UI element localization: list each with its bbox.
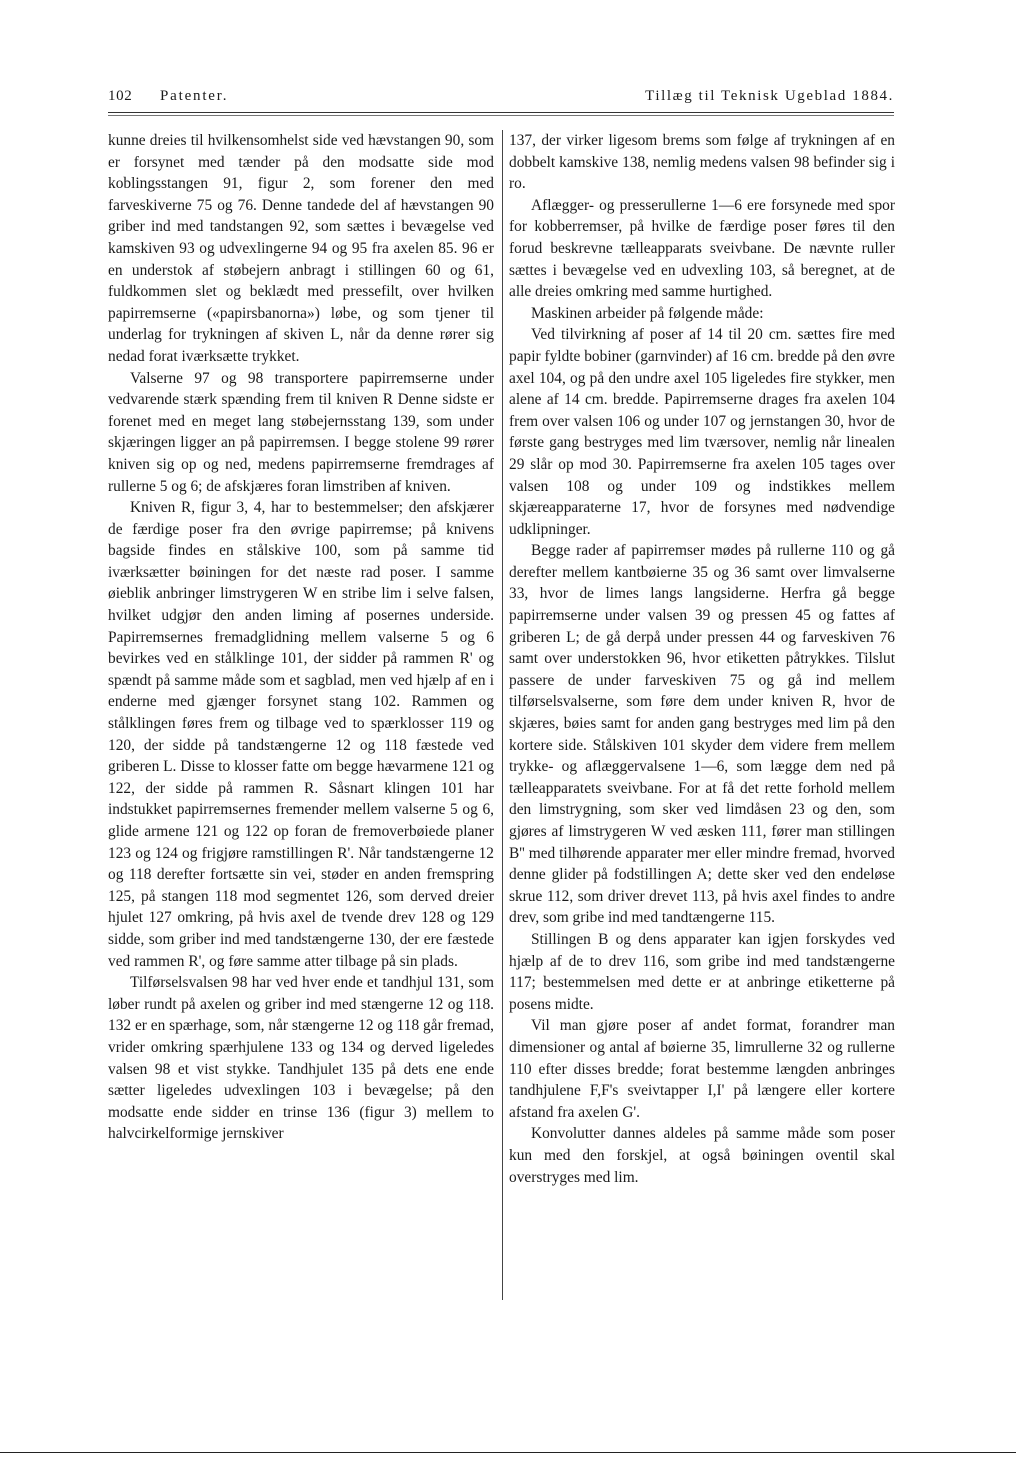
section-title: Patenter.: [160, 88, 229, 104]
header-rule-secondary: [108, 115, 894, 116]
paragraph: Begge rader af papirremser mødes på rullerne 110 og gå derefter mellem kantbøierne 35 og 36 samt over limvalserne 33, hvor de limes langs langsiderne. Herfra gå begge papirremserne under valsen 39 og pressen 45 og fattes af griberen L; de gå derpå under pressen 44 og farveskiven 76 samt over understokken 96, hvor etiketten påtrykkes. Tilslut passere de under farveskiven 75 og gå ind mellem tilførselsvalserne, som føre dem under kniven R, hvor de skjæres, bøies samt for anden gang bestryges med lim på den kortere side. Stålskiven 101 skyder dem videre frem mellem trykke- og aflæggervalsene 1—6, som lægge dem ned på tælleapparatets sveivbane. For at få det rette forhold mellem den limstrygning, som sker ved limdåsen 23 og den, som gjøres af limstrygeren W ved æsken 111, fører man stillingen B'' med tilhørende apparater mer eller mindre fremad, hvorved denne glider på fodstillingen A; dette sker ved den endeløse skrue 112, som driver drevet 113, på hvis axel findes to andre drev, som gribe ind med tandtængerne 115.: [509, 542, 895, 927]
header-rule: [108, 112, 894, 113]
page-number: 102: [108, 88, 133, 104]
paragraph: Kniven R, figur 3, 4, har to bestemmelser; den afskjærer de færdige poser fra den øvrige papirremse; på knivens bagside findes en stålskive 100, som på samme tid iværksætter bøiningen for det næste rad poser. I samme øieblik anbringer limstrygeren W en stribe lim i selve falsen, hvilket udgjør den anden liming af posernes underside. Papirremsernes fremadglidning mellem valserne 5 og 6 bevirkes ved en stålklinge 101, der sidder på rammen R' og spændt på samme måde som et sagblad, men ved hjælp af en i enderne med gjænger forsynet stang 102. Rammen og stålklingen føres frem og tilbage ved to spærklosser 119 og 120, der sidde på tandstængerne 12 og 118 fæstede ved griberen L. Disse to klosser fatte om begge hævarmene 121 og 122, der sidde på rammen R. Såsnart klingen 101 har indstukket papirremsernes fremender mellem valserne 5 og 6, glide armene 121 og 122 op foran de fremoverbøiede planer 123 og 124 og frigjøre ramstillingen R'. Når tandstængerne 12 og 118 derefter fortsætte sin vei, støder en anden fremspring 125, på stangen 118 mod segmentet 126, som derved dreier hjulet 127 omkring, på hvis axel de tvende drev 128 og 129 sidde, som griber ind med tandstængerne 130, der ere fæstede ved rammen R', og føre samme atter tilbage på sin plads.: [108, 499, 494, 970]
paragraph: Konvolutter dannes aldeles på samme måde som poser kun med den forskjel, at også bøiningen oventil skal overstryges med lim.: [509, 1125, 895, 1186]
paragraph: Ved tilvirkning af poser af 14 til 20 cm. sættes fire med papir fyldte bobiner (garnvinder) af 16 cm. bredde på den øvre axel 104, og på den undre axel 105 ligeledes fire stykker, men alene af 14 cm. bredde. Papirremserne drages fra axelen 104 frem over valsen 106 og under 107 og jernstangen 30, hvor de første gang bestryges med lim tværsover, nemlig når linealen 29 slår op mod 30. Papirremserne fra axelen 105 tages over valsen 108 og under 109 og indstikkes mellem skjæreapparaterne 17, hvor de forsynes med nødvendige udklipninger.: [509, 326, 895, 538]
column-divider: [502, 130, 503, 1300]
left-column: [108, 130, 494, 1145]
running-header: [108, 88, 894, 112]
paragraph: Vil man gjøre poser af andet format, forandrer man dimensioner og antal af bøierne 35, limrullerne 32 og rullerne 110 efter disses bredde; forat bestemme længden anbringes tandhjulene F,F's sveivtapper I,I' på længere eller kortere afstand fra axelen G'.: [509, 1017, 895, 1121]
paragraph: Aflægger- og presserullerne 1—6 ere forsynede med spor for kobberremser, på hvilke de færdige poser føres til den forud beskrevne tælleapparats sveivbane. De nævnte ruller sættes i bevægelse ved en udvexling 103, så beregnet, at de alle dreies omkring med samme hurtighed.: [509, 196, 895, 301]
paragraph: 137, der virker ligesom brems som følge af trykningen af en dobbelt kamskive 138, nemlig medens valsen 98 befinder sig i ro.: [509, 132, 895, 193]
paragraph: Tilførselsvalsen 98 har ved hver ende et tandhjul 131, som løber rundt på axelen og griber ind med stængerne 12 og 118. 132 er en spærhage, som, når stængerne 12 og 118 går fremad, vrider omkring spærhjulene 133 og 134 og derved ligeledes valsen 98 et vist stykke. Tandhjulet 135 på dets ene ende sætter ligeledes udvexlingen 103 i bevægelse; på den modsatte ende sidder en trinse 136 (figur 3) mellem to halvcirkelformige jernskiver: [108, 974, 494, 1143]
scan-edge-line: [0, 1452, 1016, 1453]
right-column: [509, 130, 895, 1188]
paragraph: Stillingen B og dens apparater kan igjen forskydes ved hjælp af de to drev 116, som gribe ind med tandstængerne 117; bestemmelsen med dette er at anbringe etiketterne på posens midte.: [509, 930, 895, 1013]
paragraph: Maskinen arbeider på følgende måde:: [531, 304, 764, 322]
paragraph: kunne dreies til hvilkensomhelst side ved hævstangen 90, som er forsynet med tænder på den modsatte side mod koblingsstangen 91, figur 2, som forener den med farveskiverne 75 og 76. Denne tandede del af hævstangen 90 griber ind med tandstangen 92, som sættes i bevægelse ved kamskiven 93 og udvexlingerne 94 og 95 fra axelen 85. 96 er en understok af støbejern anbragt i stillingen 60 og 61, fuldkommen slet og beklædt med pressefilt, over hvilken papirremserne («papirsbanorna») løbe, og som tjener til underlag for trykningen af skiven L, når da denne rører sig nedad forat iværksætte trykket.: [108, 132, 494, 365]
paragraph: Valserne 97 og 98 transportere papirremserne under vedvarende stærk spænding frem til kniven R Denne sidste er forenet med en meget lang støbejernsstang 139, som under skjæringen ligger an på papirremsen. I begge stolene 99 rører kniven sig op og ned, medens papirremserne fremdrages af rullerne 5 og 6; de afskjæres foran limstriben af kniven.: [108, 369, 494, 495]
journal-title: Tillæg til Teknisk Ugeblad 1884.: [645, 88, 894, 104]
